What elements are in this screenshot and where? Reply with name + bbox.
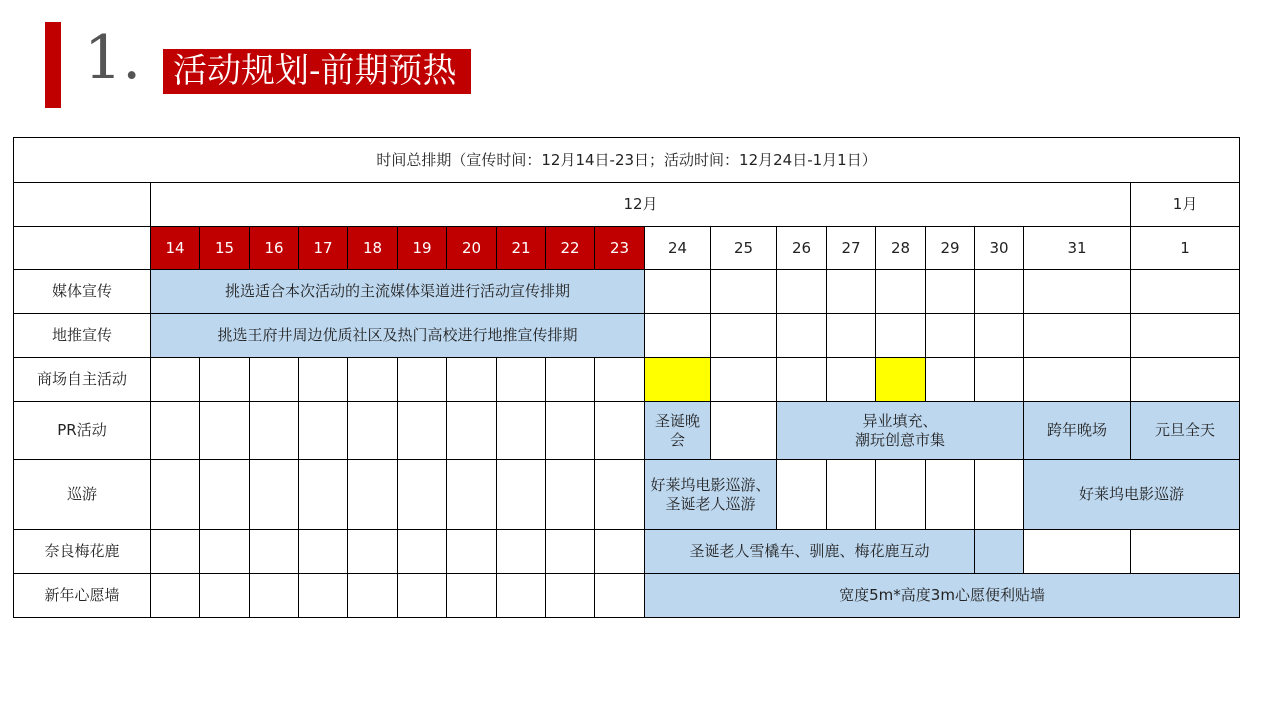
empty-cell — [348, 460, 398, 530]
empty-cell — [975, 460, 1024, 530]
empty-cell — [1024, 314, 1131, 358]
month-december: 12月 — [151, 183, 1131, 227]
day-cell: 18 — [348, 227, 398, 270]
empty-cell — [645, 314, 711, 358]
empty-cell — [777, 314, 827, 358]
empty-cell — [200, 358, 250, 402]
empty-cell — [711, 402, 777, 460]
empty-cell — [595, 460, 645, 530]
day-cell: 31 — [1024, 227, 1131, 270]
empty-cell — [595, 574, 645, 618]
empty-cell — [250, 358, 299, 402]
empty-cell — [447, 530, 497, 574]
empty-cell — [250, 460, 299, 530]
day-cell: 23 — [595, 227, 645, 270]
empty-cell — [14, 183, 151, 227]
empty-cell — [447, 574, 497, 618]
deer-extension-cell — [975, 530, 1024, 574]
empty-cell — [926, 358, 975, 402]
row-label-pr: PR活动 — [14, 402, 151, 460]
empty-cell — [497, 358, 546, 402]
pr-christmas-eve-line: 圣诞晚 — [654, 411, 700, 430]
empty-cell — [250, 402, 299, 460]
pr-new-year-day: 元旦全天 — [1131, 402, 1240, 460]
empty-cell — [546, 358, 595, 402]
empty-cell — [546, 574, 595, 618]
wish-wall-bar: 宽度5m*高度3m心愿便利贴墙 — [645, 574, 1240, 618]
pr-market-line: 潮玩创意市集 — [854, 430, 945, 449]
empty-cell — [348, 530, 398, 574]
mall-event-marker-28 — [876, 358, 926, 402]
empty-cell — [711, 314, 777, 358]
empty-cell — [1024, 270, 1131, 314]
empty-cell — [299, 358, 348, 402]
empty-cell — [398, 574, 447, 618]
tour-line: 圣诞老人巡游 — [665, 494, 756, 513]
empty-cell — [1131, 530, 1240, 574]
empty-cell — [777, 270, 827, 314]
day-cell: 17 — [299, 227, 348, 270]
row-label-ground: 地推宣传 — [14, 314, 151, 358]
media-promo-bar: 挑选适合本次活动的主流媒体渠道进行活动宣传排期 — [151, 270, 645, 314]
empty-cell — [645, 270, 711, 314]
empty-cell — [546, 530, 595, 574]
empty-cell — [447, 358, 497, 402]
pr-market-line: 异业填充、 — [862, 411, 938, 430]
empty-cell — [1131, 270, 1240, 314]
tour-parade-christmas — [645, 460, 777, 530]
accent-bar — [45, 22, 61, 108]
empty-cell — [151, 402, 200, 460]
empty-cell — [546, 460, 595, 530]
empty-cell — [299, 530, 348, 574]
empty-cell — [1024, 358, 1131, 402]
pr-market — [777, 402, 1024, 460]
empty-cell — [299, 402, 348, 460]
empty-cell — [876, 460, 926, 530]
day-cell: 1 — [1131, 227, 1240, 270]
empty-cell — [1024, 530, 1131, 574]
empty-cell — [876, 314, 926, 358]
empty-cell — [926, 460, 975, 530]
empty-cell — [546, 402, 595, 460]
day-cell: 19 — [398, 227, 447, 270]
empty-cell — [348, 358, 398, 402]
empty-cell — [711, 270, 777, 314]
empty-cell — [595, 530, 645, 574]
empty-cell — [975, 358, 1024, 402]
pr-new-year-eve: 跨年晚场 — [1024, 402, 1131, 460]
empty-cell — [151, 460, 200, 530]
month-january: 1月 — [1131, 183, 1240, 227]
empty-cell — [497, 574, 546, 618]
empty-cell — [1131, 314, 1240, 358]
empty-cell — [348, 574, 398, 618]
ground-promo-bar: 挑选王府井周边优质社区及热门高校进行地推宣传排期 — [151, 314, 645, 358]
day-cell: 21 — [497, 227, 546, 270]
schedule-header: 时间总排期（宣传时间：12月14日-23日；活动时间：12月24日-1月1日） — [14, 138, 1240, 183]
row-label-wish: 新年心愿墙 — [14, 574, 151, 618]
empty-cell — [827, 358, 876, 402]
empty-cell — [447, 460, 497, 530]
day-cell: 22 — [546, 227, 595, 270]
deer-interaction-bar: 圣诞老人雪橇车、驯鹿、梅花鹿互动 — [645, 530, 975, 574]
empty-cell — [827, 460, 876, 530]
empty-cell — [711, 358, 777, 402]
mall-event-marker-24 — [645, 358, 711, 402]
empty-cell — [398, 460, 447, 530]
empty-cell — [926, 314, 975, 358]
empty-cell — [250, 574, 299, 618]
empty-cell — [200, 530, 250, 574]
pr-christmas-eve — [645, 402, 711, 460]
empty-cell — [497, 402, 546, 460]
empty-cell — [595, 358, 645, 402]
empty-cell — [398, 402, 447, 460]
day-cell: 29 — [926, 227, 975, 270]
empty-cell — [14, 227, 151, 270]
empty-cell — [398, 530, 447, 574]
empty-cell — [975, 270, 1024, 314]
pr-christmas-eve-line: 会 — [669, 430, 685, 449]
day-cell: 24 — [645, 227, 711, 270]
page-title: 活动规划-前期预热 — [163, 49, 471, 94]
empty-cell — [398, 358, 447, 402]
day-cell: 28 — [876, 227, 926, 270]
empty-cell — [595, 402, 645, 460]
day-cell: 16 — [250, 227, 299, 270]
empty-cell — [299, 460, 348, 530]
empty-cell — [200, 402, 250, 460]
tour-line: 好莱坞电影巡游、 — [650, 475, 771, 494]
empty-cell — [200, 460, 250, 530]
empty-cell — [151, 574, 200, 618]
empty-cell — [447, 402, 497, 460]
empty-cell — [827, 270, 876, 314]
row-label-mall: 商场自主活动 — [14, 358, 151, 402]
day-cell: 20 — [447, 227, 497, 270]
day-cell: 27 — [827, 227, 876, 270]
empty-cell — [200, 574, 250, 618]
empty-cell — [827, 314, 876, 358]
row-label-deer: 奈良梅花鹿 — [14, 530, 151, 574]
empty-cell — [497, 460, 546, 530]
empty-cell — [777, 358, 827, 402]
empty-cell — [151, 358, 200, 402]
empty-cell — [299, 574, 348, 618]
empty-cell — [876, 270, 926, 314]
empty-cell — [250, 530, 299, 574]
empty-cell — [975, 314, 1024, 358]
day-cell: 15 — [200, 227, 250, 270]
empty-cell — [777, 460, 827, 530]
day-cell: 30 — [975, 227, 1024, 270]
empty-cell — [497, 530, 546, 574]
empty-cell — [926, 270, 975, 314]
day-cell: 25 — [711, 227, 777, 270]
row-label-tour: 巡游 — [14, 460, 151, 530]
row-label-media: 媒体宣传 — [14, 270, 151, 314]
schedule-table — [13, 137, 1240, 618]
day-cell: 26 — [777, 227, 827, 270]
day-cell: 14 — [151, 227, 200, 270]
empty-cell — [348, 402, 398, 460]
title-number: 1. — [84, 23, 142, 93]
tour-parade-newyear: 好莱坞电影巡游 — [1024, 460, 1240, 530]
empty-cell — [1131, 358, 1240, 402]
empty-cell — [151, 530, 200, 574]
